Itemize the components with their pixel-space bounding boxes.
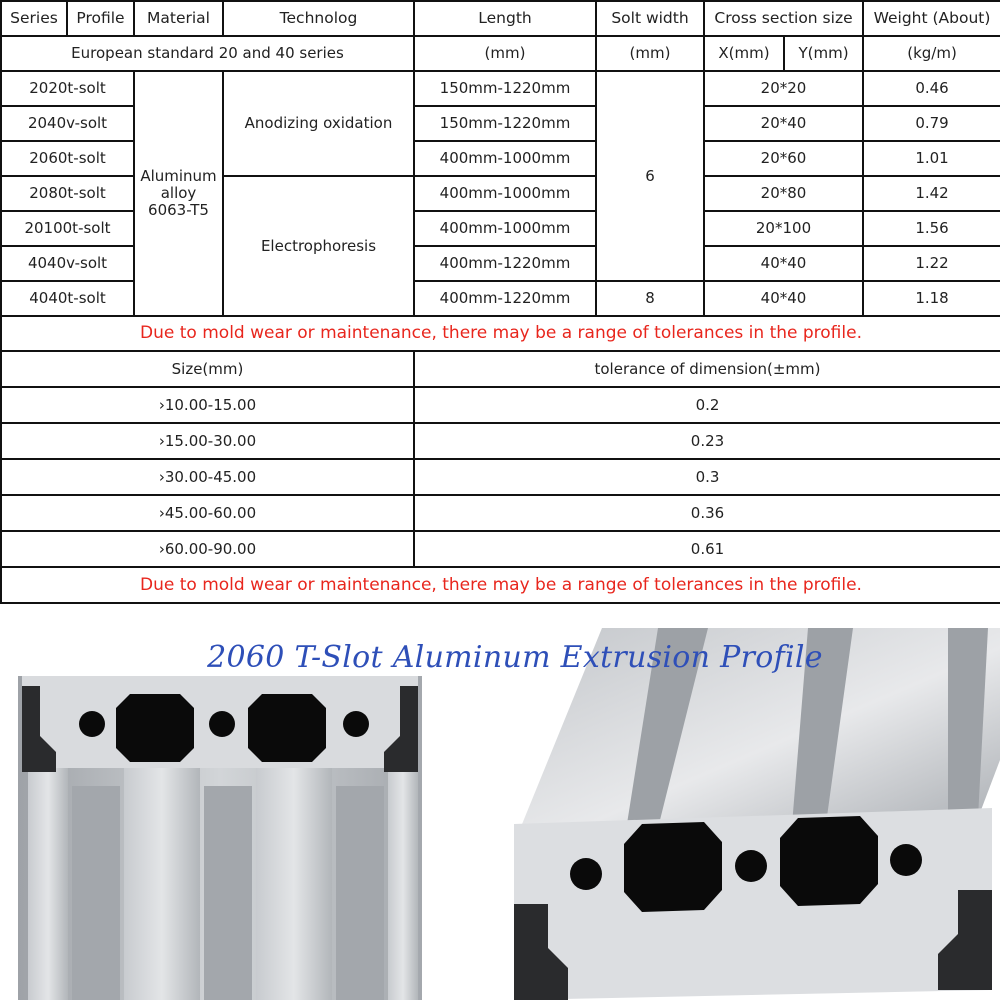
profile-rib: [124, 768, 200, 1000]
weight-cell: 1.01: [863, 141, 1000, 176]
notice-row: [1, 567, 1000, 603]
spec-header-row: [1, 1, 1000, 36]
tolerance-cell: 0.2: [414, 387, 1000, 423]
weight-cell: 1.56: [863, 211, 1000, 246]
center-bore: [570, 858, 602, 890]
material-cell: [134, 71, 223, 316]
profile-cell: 4040t-solt: [1, 281, 134, 316]
profile-rib: [28, 768, 68, 1000]
table-row: [1, 423, 1000, 459]
size-range-cell: ›30.00-45.00: [1, 459, 414, 495]
tolerance-cell: 0.61: [414, 531, 1000, 567]
profile-cell: 2020t-solt: [1, 71, 134, 106]
center-bore: [890, 844, 922, 876]
technology-electrophoresis: Electrophoresis: [223, 176, 414, 316]
weight-header: Weight (About): [863, 1, 1000, 36]
length-cell: 400mm-1000mm: [414, 211, 596, 246]
tolerance-table: [0, 350, 1000, 604]
y-unit: Y(mm): [784, 36, 863, 71]
weight-unit: (kg/m): [863, 36, 1000, 71]
hollow-cavity: [624, 822, 722, 912]
center-bore: [79, 711, 105, 737]
profile-end-face: [514, 808, 992, 1000]
series-header: Series: [1, 1, 67, 36]
tolerance-notice: Due to mold wear or maintenance, there may be a range of tolerances in the profile.: [1, 567, 1000, 603]
hollow-cavity: [780, 816, 878, 906]
profile-slot: [336, 786, 384, 1000]
tolerance-cell: 0.3: [414, 459, 1000, 495]
center-bore: [209, 711, 235, 737]
size-range-cell: ›15.00-30.00: [1, 423, 414, 459]
length-unit: (mm): [414, 36, 596, 71]
notice-row: [1, 316, 1000, 351]
size-cell: 40*40: [704, 281, 863, 316]
profile-rib: [388, 768, 418, 1000]
profile-cell: 4040v-solt: [1, 246, 134, 281]
profile-front-photo: [18, 676, 438, 1000]
tolerance-header-row: [1, 351, 1000, 387]
size-range-cell: ›45.00-60.00: [1, 495, 414, 531]
size-cell: 20*80: [704, 176, 863, 211]
product-title: 2060 T-Slot Aluminum Extrusion Profile: [207, 640, 823, 675]
tolerance-cell: 0.36: [414, 495, 1000, 531]
size-cell: 20*60: [704, 141, 863, 176]
length-cell: 150mm-1220mm: [414, 71, 596, 106]
profile-cell: 2060t-solt: [1, 141, 134, 176]
table-row: [1, 71, 1000, 106]
profile-slot: [72, 786, 120, 1000]
center-bore: [343, 711, 369, 737]
technology-anodizing: Anodizing oxidation: [223, 71, 414, 176]
profile-header: Profile: [67, 1, 134, 36]
spec-subheader-row: [1, 36, 1000, 71]
material-line: alloy: [160, 184, 197, 202]
cross-section-header: Cross section size: [704, 1, 863, 36]
size-range-cell: ›60.00-90.00: [1, 531, 414, 567]
length-header: Length: [414, 1, 596, 36]
weight-cell: 1.22: [863, 246, 1000, 281]
center-bore: [735, 850, 767, 882]
weight-cell: 0.79: [863, 106, 1000, 141]
table-row: [1, 387, 1000, 423]
table-row: [1, 531, 1000, 567]
size-cell: 40*40: [704, 246, 863, 281]
profile-cell: 2040v-solt: [1, 106, 134, 141]
hollow-cavity: [116, 694, 194, 762]
table-row: [1, 495, 1000, 531]
series-note: European standard 20 and 40 series: [1, 36, 414, 71]
x-unit: X(mm): [704, 36, 784, 71]
length-cell: 400mm-1000mm: [414, 176, 596, 211]
slot-width-6: 6: [596, 71, 704, 281]
size-cell: 20*20: [704, 71, 863, 106]
length-cell: 400mm-1220mm: [414, 281, 596, 316]
table-row: [1, 459, 1000, 495]
material-line: 6063-T5: [148, 201, 209, 219]
material-line: Aluminum: [140, 167, 217, 185]
profile-angled-photo: [508, 628, 1000, 1000]
weight-cell: 1.42: [863, 176, 1000, 211]
length-cell: 400mm-1220mm: [414, 246, 596, 281]
profile-slot: [204, 786, 252, 1000]
weight-cell: 1.18: [863, 281, 1000, 316]
slot-unit: (mm): [596, 36, 704, 71]
tolerance-notice: Due to mold wear or maintenance, there may be a range of tolerances in the profile.: [1, 316, 1000, 351]
size-cell: 20*40: [704, 106, 863, 141]
length-cell: 150mm-1220mm: [414, 106, 596, 141]
tolerance-header: tolerance of dimension(±mm): [414, 351, 1000, 387]
slot-width-header: Solt width: [596, 1, 704, 36]
weight-cell: 0.46: [863, 71, 1000, 106]
technology-header: Technolog: [223, 1, 414, 36]
hollow-cavity: [248, 694, 326, 762]
size-cell: 20*100: [704, 211, 863, 246]
profile-cell: 2080t-solt: [1, 176, 134, 211]
profile-cell: 20100t-solt: [1, 211, 134, 246]
size-header: Size(mm): [1, 351, 414, 387]
material-header: Material: [134, 1, 223, 36]
length-cell: 400mm-1000mm: [414, 141, 596, 176]
slot-width-8: 8: [596, 281, 704, 316]
profile-rib: [256, 768, 332, 1000]
size-range-cell: ›10.00-15.00: [1, 387, 414, 423]
spec-table: [0, 0, 1000, 352]
tolerance-cell: 0.23: [414, 423, 1000, 459]
